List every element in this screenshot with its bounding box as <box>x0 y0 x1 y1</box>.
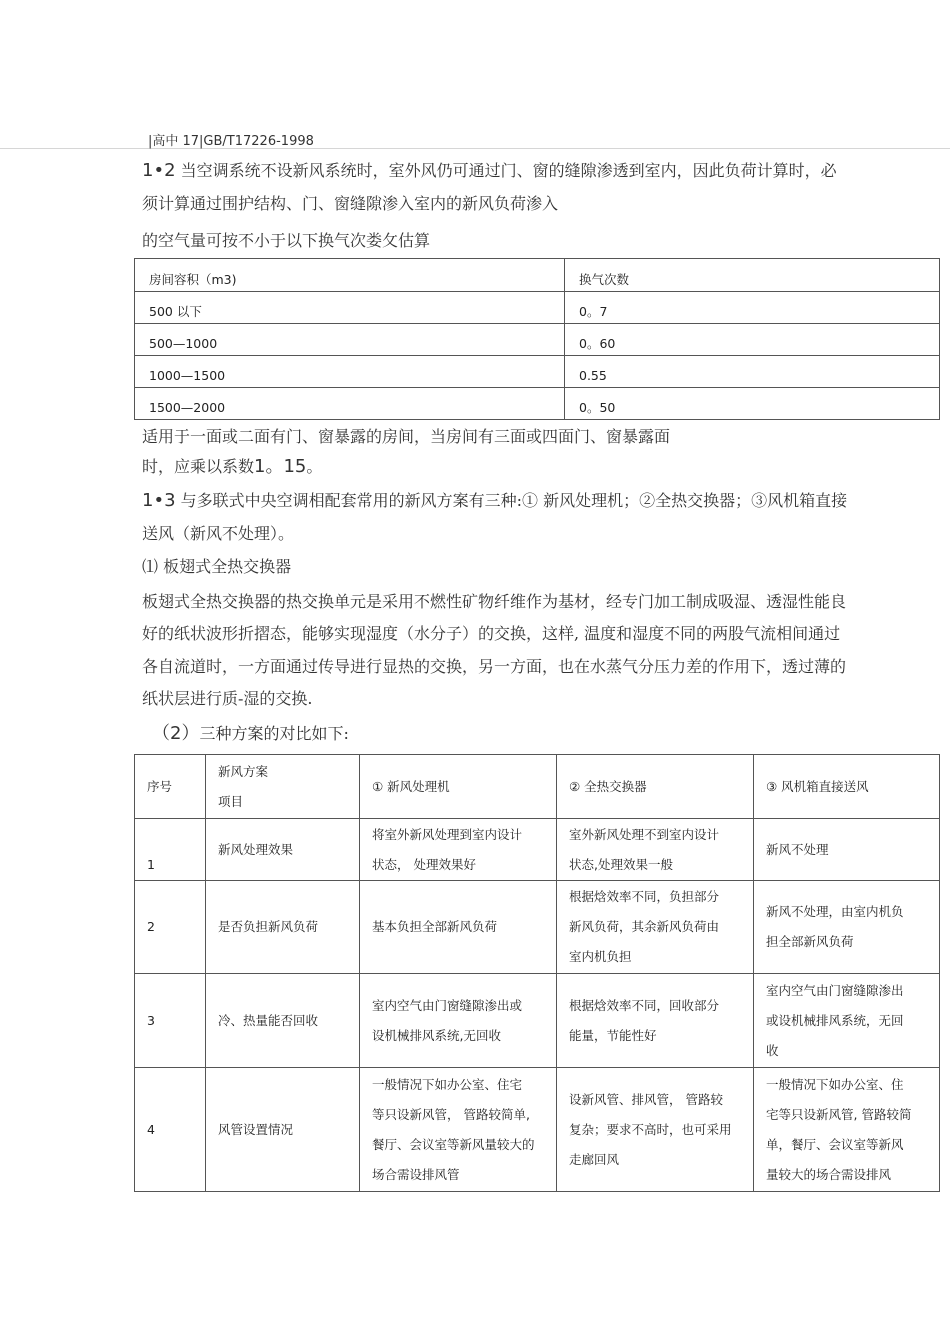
table-cell: 基本负担全部新风负荷 <box>360 881 557 974</box>
table-cell: 室内空气由门窗缝隙渗出或 设机械排风系统,无回收 <box>360 974 557 1068</box>
section-1-2-line2: 须计算通过围护结构、门、窗缝隙渗入室内的新风负荷渗入 <box>142 194 559 213</box>
table-cell: 500—1000 <box>135 324 565 356</box>
table-row <box>135 388 940 420</box>
table-cell: 0。50 <box>565 388 940 420</box>
header-cell: 序号 <box>135 755 206 819</box>
note-line1: 适用于一面或二面有门、窗暴露的房间，当房间有三面或四面门、窗暴露面 <box>142 427 671 446</box>
table-row <box>135 1068 940 1192</box>
section-1-2-line1: 1•2 当空调系统不设新风系统时，室外风仍可通过门、窗的缝隙渗透到室内，因此负荷计算时，必 <box>142 160 837 181</box>
section-1-3-line1: 1•3 与多联式中央空调相配套常用的新风方案有三种:① 新风处理机；②全热交换器；③风机箱直接 <box>142 490 848 511</box>
table-cell: 一般情况下如办公室、住宅 等只设新风管， 管路较简单, 餐厅、会议室等新风量较大的 场合需设排风管 <box>360 1068 557 1192</box>
table-cell: 是否负担新风负荷 <box>206 881 360 974</box>
subsection-2-title: （2）三种方案的对比如下: <box>152 723 349 744</box>
row-number: 1 <box>135 819 206 881</box>
table-cell: 根据焓效率不同，回收部分 能量，节能性好 <box>557 974 754 1068</box>
paragraph-line: 板翅式全热交换器的热交换单元是采用不燃性矿物纤维作为基材，经专门加工制成吸湿、透湿性能良 <box>142 592 847 611</box>
table-row <box>135 819 940 881</box>
table-cell: 0。7 <box>565 292 940 324</box>
table-cell: 一般情况下如办公室、住 宅等只设新风管, 管路较简 单，餐厅、会议室等新风 量较大的场合需设排风 <box>754 1068 940 1192</box>
note-line2: 时，应乘以系数1。15。 <box>142 456 323 477</box>
table-row <box>135 324 940 356</box>
table-cell: 室内空气由门窗缝隙渗出 或设机械排风系统，无回 收 <box>754 974 940 1068</box>
table-cell: 将室外新风处理到室内设计 状态， 处理效果好 <box>360 819 557 881</box>
table-cell: 0.55 <box>565 356 940 388</box>
section-1-3-line2: 送风（新风不处理）。 <box>142 524 295 543</box>
header-cell: 新风方案 项目 <box>206 755 360 819</box>
row-number: 2 <box>135 881 206 974</box>
air-change-table <box>134 258 940 420</box>
section-number: 1•3 <box>142 490 176 511</box>
header-cell: 换气次数 <box>565 259 940 292</box>
row-number: 4 <box>135 1068 206 1192</box>
header-cell: ③ 风机箱直接送风 <box>754 755 940 819</box>
table-cell: 室外新风处理不到室内设计 状态,处理效果一般 <box>557 819 754 881</box>
section-1-2-line3: 的空气量可按不小于以下换气次娄攵估算 <box>142 231 431 250</box>
table-cell: 0。60 <box>565 324 940 356</box>
table-cell: 新风不处理，由室内机负 担全部新风负荷 <box>754 881 940 974</box>
table-cell: 1000—1500 <box>135 356 565 388</box>
table-row <box>135 881 940 974</box>
table-cell: 新风处理效果 <box>206 819 360 881</box>
table-row <box>135 974 940 1068</box>
table-row <box>135 356 940 388</box>
table-cell: 风管设置情况 <box>206 1068 360 1192</box>
table-cell: 500 以下 <box>135 292 565 324</box>
paragraph-line: 纸状层进行质-湿的交换. <box>142 689 313 708</box>
page-header: |高中 17|GB/T17226-1998 <box>148 134 314 149</box>
table-cell: 1500—2000 <box>135 388 565 420</box>
table-header-row <box>135 259 940 292</box>
table-cell: 冷、热量能否回收 <box>206 974 360 1068</box>
subsection-1-title: ⑴ 板翅式全热交换器 <box>142 557 292 576</box>
table-header-row <box>135 755 940 819</box>
table-cell: 新风不处理 <box>754 819 940 881</box>
paragraph-line: 好的纸状波形折摺态，能够实现湿度（水分子）的交换，这样, 温度和湿度不同的两股气流相间通过 <box>142 624 841 643</box>
comparison-table <box>134 754 940 1192</box>
row-number: 3 <box>135 974 206 1068</box>
header-rule <box>0 148 950 149</box>
table-cell: 设新风管、排风管， 管路较 复杂；要求不高时，也可采用 走廊回风 <box>557 1068 754 1192</box>
header-cell: ① 新风处理机 <box>360 755 557 819</box>
section-number: 1•2 <box>142 160 176 181</box>
header-cell: 房间容积（m3) <box>135 259 565 292</box>
header-cell: ② 全热交换器 <box>557 755 754 819</box>
paragraph-line: 各自流道时，一方面通过传导进行显热的交换，另一方面，也在水蒸气分压力差的作用下，透过薄的 <box>142 657 847 676</box>
table-row <box>135 292 940 324</box>
table-cell: 根据焓效率不同，负担部分 新风负荷，其余新风负荷由 室内机负担 <box>557 881 754 974</box>
